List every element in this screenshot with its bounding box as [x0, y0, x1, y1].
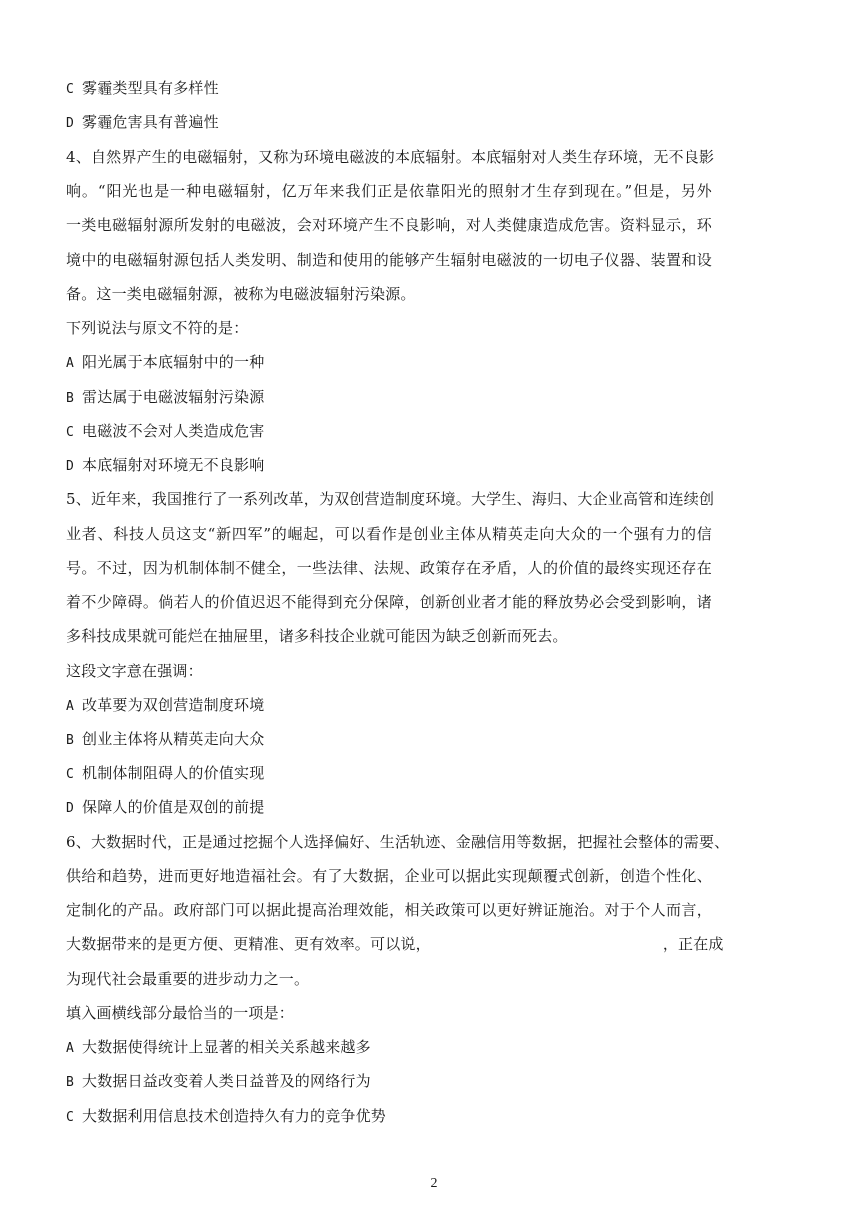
option-letter: C [66, 767, 75, 782]
option-text: 机制体制阻碍人的价值实现 [82, 764, 265, 782]
option-letter: D [66, 801, 75, 816]
q4-passage-line: 响。“阳光也是一种电磁辐射，亿万年来我们正是依靠阳光的照射才生存到现在。”但是，另外 [66, 182, 712, 200]
option-text: 创业主体将从精英走向大众 [82, 730, 265, 748]
q5-passage-line: 多科技成果就可能烂在抽屉里，诸多科技企业就可能因为缺乏创新而死去。 [66, 627, 568, 645]
q5-option-c [66, 763, 264, 785]
option-text: 保障人的价值是双创的前提 [82, 798, 265, 816]
q5-option-d [66, 797, 264, 819]
option-text: 雾霾类型具有多样性 [82, 79, 219, 97]
option-letter: D [66, 459, 75, 474]
option-letter: B [66, 733, 75, 748]
option-letter: A [66, 1041, 75, 1056]
q4-option-a [66, 352, 264, 374]
q4-passage-line: 4、自然界产生的电磁辐射，又称为环境电磁波的本底辐射。本底辐射对人类生存环境，无不良影 [66, 148, 715, 166]
option-letter: A [66, 699, 75, 714]
option-text: 本底辐射对环境无不良影响 [82, 456, 265, 474]
q6-passage-line: 6、大数据时代，正是通过挖掘个人选择偏好、生活轨迹、金融信用等数据，把握社会整体的需要、 [66, 833, 730, 851]
q6-passage-line: 为现代社会最重要的进步动力之一。 [66, 970, 310, 988]
q5-passage-line: 业者、科技人员这支“新四军”的崛起，可以看作是创业主体从精英走向大众的一个强有力的信 [66, 525, 712, 543]
option-letter: C [66, 425, 75, 440]
q3-option-d [66, 112, 219, 134]
q4-passage-line: 备。这一类电磁辐射源，被称为电磁波辐射污染源。 [66, 285, 416, 303]
option-letter: B [66, 1075, 75, 1090]
option-letter: C [66, 1110, 75, 1125]
q6-option-a [66, 1037, 371, 1059]
q6-blank-line [66, 934, 724, 954]
q4-question: 下列说法与原文不符的是： [66, 319, 249, 337]
option-text: 大数据使得统计上显著的相关关系越来越多 [82, 1038, 371, 1056]
option-text: 电磁波不会对人类造成危害 [82, 422, 265, 440]
option-text: 改革要为双创营造制度环境 [82, 696, 265, 714]
option-letter: C [66, 82, 75, 97]
q3-option-c [66, 78, 219, 100]
q4-option-c [66, 421, 264, 443]
q5-option-b [66, 729, 264, 751]
option-text: 雷达属于电磁波辐射污染源 [82, 388, 265, 406]
q6-passage-line: 定制化的产品。政府部门可以据此提高治理效能，相关政策可以更好辨证施治。对于个人而言， [66, 901, 712, 919]
option-text: 大数据日益改变着人类日益普及的网络行为 [82, 1072, 371, 1090]
q4-option-b [66, 387, 264, 409]
q5-question: 这段文字意在强调： [66, 662, 203, 680]
option-text: 阳光属于本底辐射中的一种 [82, 353, 265, 371]
page-number: 2 [430, 1176, 438, 1191]
q4-option-d [66, 455, 264, 477]
option-text: 大数据利用信息技术创造持久有力的竞争优势 [82, 1107, 387, 1125]
q6-question: 填入画横线部分最恰当的一项是： [66, 1004, 295, 1022]
q6-passage-line: 供给和趋势，进而更好地造福社会。有了大数据，企业可以据此实现颠覆式创新，创造个性化、 [66, 867, 712, 885]
q6-option-b [66, 1071, 371, 1093]
q5-passage-line: 号。不过，因为机制体制不健全，一些法律、法规、政策存在矛盾，人的价值的最终实现还存在 [66, 559, 712, 577]
option-letter: A [66, 356, 75, 371]
q5-option-a [66, 695, 264, 717]
q6-option-c [66, 1106, 386, 1128]
q4-passage-line: 境中的电磁辐射源包括人类发明、制造和使用的能够产生辐射电磁波的一切电子仪器、装置和设 [66, 251, 712, 269]
option-letter: B [66, 391, 75, 406]
q5-passage-line: 着不少障碍。倘若人的价值迟迟不能得到充分保障，创新创业者才能的释放势必会受到影响，诸 [66, 593, 712, 611]
option-letter: D [66, 116, 75, 131]
q4-passage-line: 一类电磁辐射源所发射的电磁波，会对环境产生不良影响，对人类健康造成危害。资料显示，环 [66, 216, 712, 234]
q6-blank-before: 大数据带来的是更方便、更精准、更有效率。可以说， [66, 935, 431, 953]
q5-passage-line: 5、近年来，我国推行了一系列改革，为双创营造制度环境。大学生、海归、大企业高管和连续创 [66, 490, 715, 508]
q6-blank-after: ，正在成 [662, 935, 724, 953]
option-text: 雾霾危害具有普遍性 [82, 113, 219, 131]
